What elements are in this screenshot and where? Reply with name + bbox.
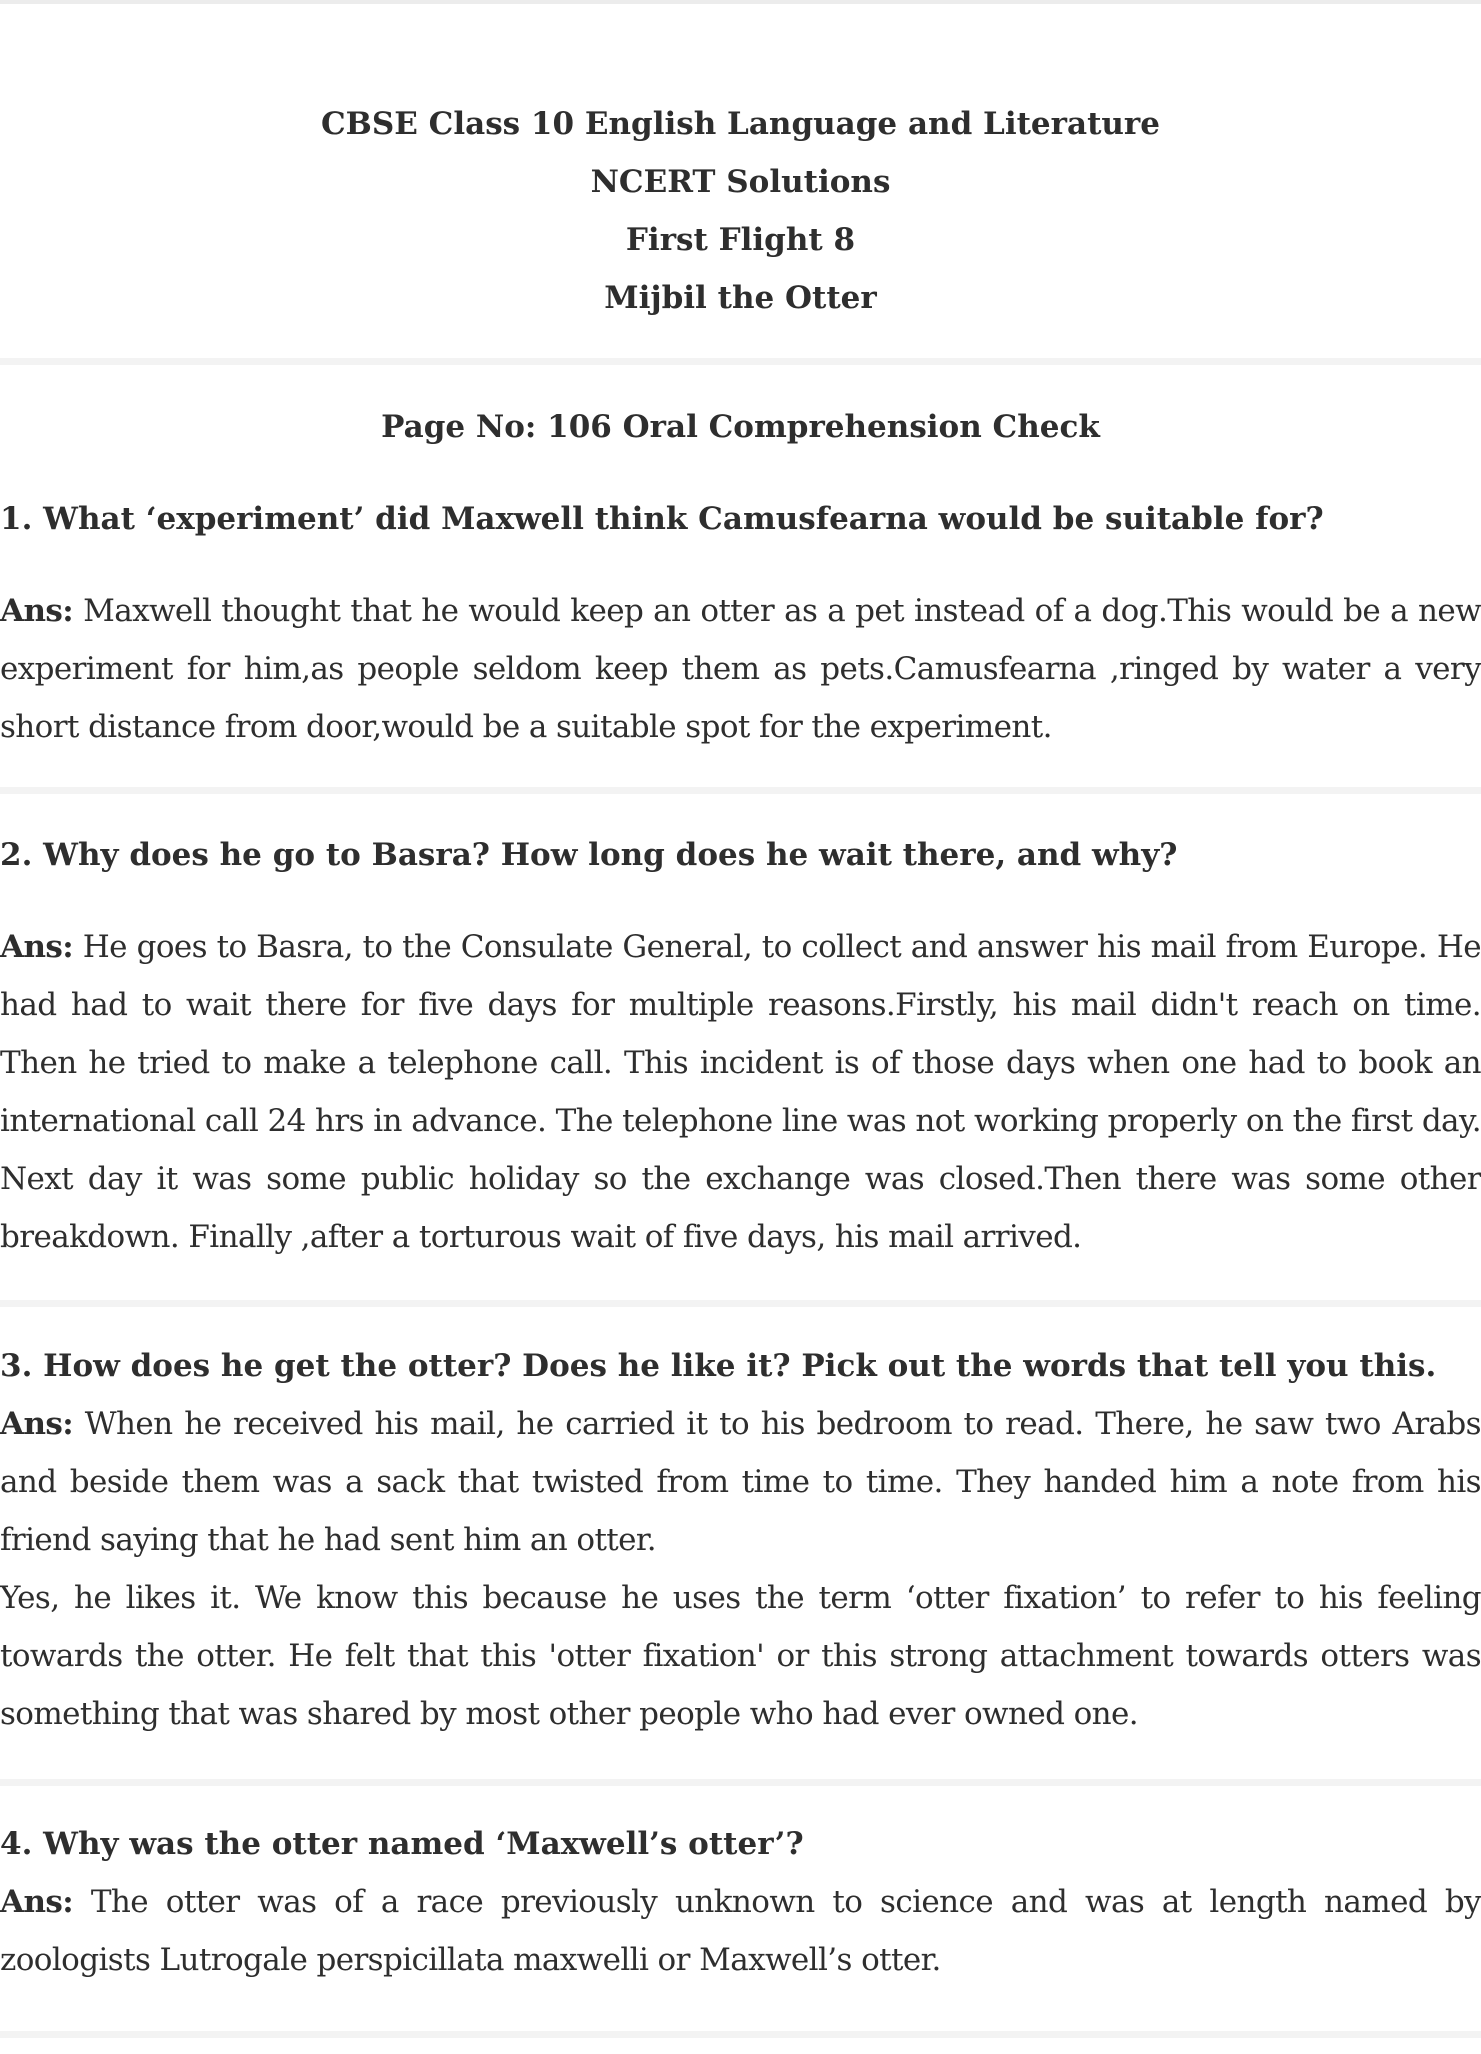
header-line: NCERT Solutions [590,164,891,200]
question-text: 4. Why was the otter named ‘Maxwell’s otter’? [0,1826,804,1862]
top-divider [0,0,1481,4]
section-divider [0,2031,1481,2038]
question-block-4 [0,1815,1481,1989]
answer-text [0,1395,1481,1569]
question-text: 2. Why does he go to Basra? How long does he wait there, and why? [0,837,1178,873]
header-line: Mijbil the Otter [604,280,877,316]
question-block-3 [0,1337,1481,1743]
answer-body: He goes to Basra, to the Consulate General, to collect and answer his mail from Europe. He had had to wait there for five days for multiple reasons.Firstly, his mail didn't reach on time. Then he tried to make a telephone call. This incident is of those days when one had to book an international call 24 hrs in advance. The telephone line was not working properly on the first day. Next day it was some public holiday so the exchange was closed.Then there was some other breakdown. Finally ,after a torturous wait of five days, his mail arrived. [0,929,1481,1255]
answer-text: Yes, he likes it. We know this because he uses the term ‘otter fixation’ to refer to his feeling towards the otter. He felt that this 'otter fixation' or this strong attachment towards otters was something that was shared by most other people who had ever owned one. [0,1580,1481,1732]
question-text: 1. What ‘experiment’ did Maxwell think Camusfearna would be suitable for? [0,501,1324,537]
question-block-1 [0,490,1481,756]
answer-label: Ans: [0,929,74,965]
document-header [0,95,1481,327]
answer-body: The otter was of a race previously unknown to science and was at length named by zoologists Lutrogale perspicillata maxwelli or Maxwell’s otter. [0,1884,1481,1978]
answer-label: Ans: [0,1406,74,1442]
answer-label: Ans: [0,1884,74,1920]
answer-body: Maxwell thought that he would keep an otter as a pet instead of a dog.This would be a new experiment for him,as people seldom keep them as pets.Camusfearna ,ringed by water a very short distance from door,would be a suitable spot for the experiment. [0,593,1481,745]
header-line: CBSE Class 10 English Language and Literature [321,106,1160,142]
section-divider [0,787,1481,794]
answer-text [0,918,1481,1266]
answer-body: When he received his mail, he carried it to his bedroom to read. There, he saw two Arabs and beside them was a sack that twisted from time to time. They handed him a note from his friend saying that he had sent him an otter. [0,1406,1481,1558]
section-divider [0,1300,1481,1307]
answer-text [0,582,1481,756]
section-divider [0,358,1481,365]
answer-text [0,1873,1481,1989]
question-text: 3. How does he get the otter? Does he like it? Pick out the words that tell you this. [0,1348,1437,1384]
header-line: First Flight 8 [625,222,856,258]
section-title: Page No: 106 Oral Comprehension Check [381,409,1100,445]
answer-label: Ans: [0,593,74,629]
section-divider [0,1779,1481,1786]
question-block-2 [0,826,1481,1266]
